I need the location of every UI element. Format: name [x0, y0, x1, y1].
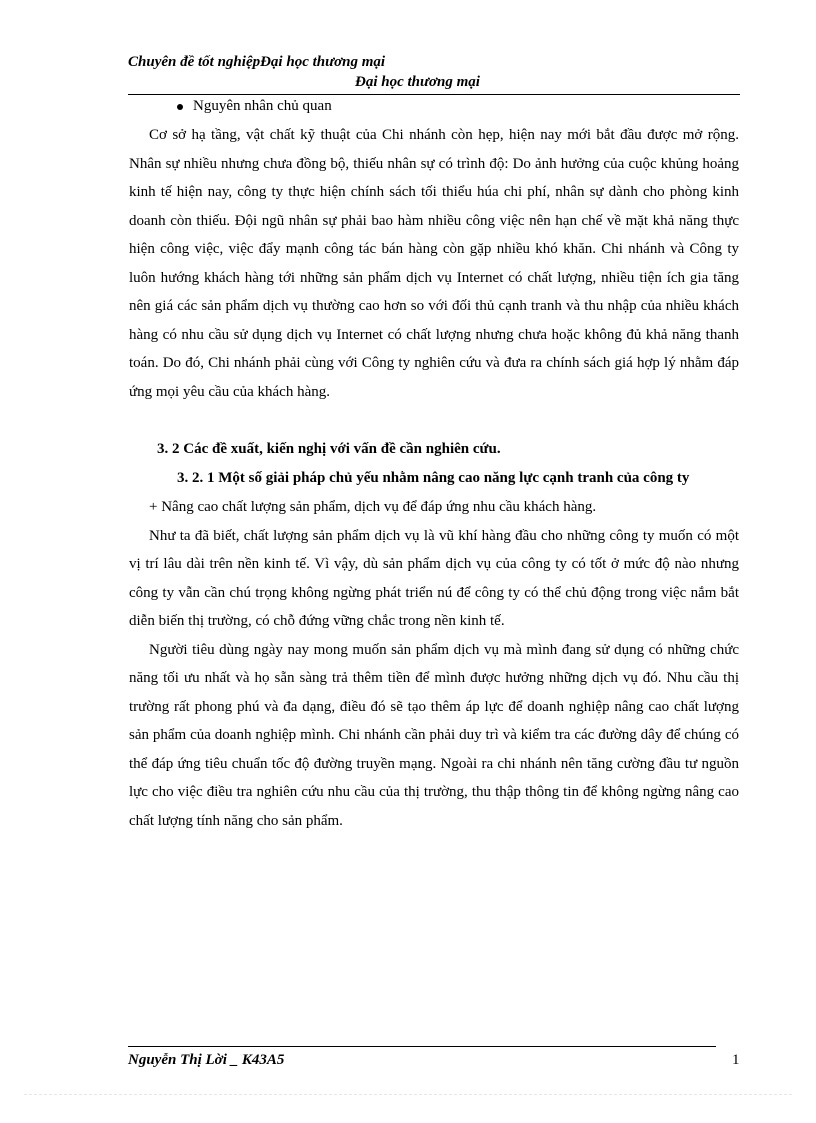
subsection-heading: 3. 2. 1 Một số giải pháp chủ yếu nhằm nâng cao năng lực cạnh tranh của công ty [177, 470, 690, 486]
footer-author: Nguyễn Thị Lời _ K43A5 [128, 1052, 285, 1068]
bullet-text: Nguyên nhân chủ quan [193, 98, 332, 114]
document-body [129, 92, 739, 835]
header-subtitle: Đại học thương mại [355, 74, 480, 90]
bullet-icon [177, 104, 183, 110]
paragraph: Cơ sở hạ tầng, vật chất kỹ thuật của Chi nhánh còn hẹp, hiện nay mới bắt đầu được mở rộng. Nhân sự nhiều nhưng chưa đồng bộ, thiếu nhân sự có trình độ: Do ảnh hưởng của cuộc khủng hoảng kinh tế hiện nay, công ty thực hiện chính sách tối thiểu húa chi phí, nhân sự dành cho phòng kinh doanh còn thiếu. Đội ngũ nhân sự phải bao hàm nhiều công việc nên hạn chế về mặt khả năng thực hiện công việc, việc đẩy mạnh công tác bán hàng còn gặp nhiều khó khăn. Chi nhánh và Công ty luôn hướng khách hàng tới những sản phẩm dịch vụ Internet có chất lượng, nhiều tiện ích gia tăng nên giá các sản phẩm dịch vụ thường cao hơn so với đối thủ cạnh tranh và thu nhập của nhiều khách hàng có nhu cầu sử dụng dịch vụ Internet có chất lượng nhưng chưa hoặc không đủ khả năng thanh toán. Do đó, Chi nhánh phải cùng với Công ty nghiên cứu và đưa ra chính sách giá hợp lý nhằm đáp ứng mọi yêu cầu của khách hàng. [129, 127, 739, 400]
page-header [128, 52, 740, 95]
section-heading: 3. 2 Các đề xuất, kiến nghị với vấn đề cần nghiên cứu. [157, 441, 501, 457]
header-title: Chuyên đề tốt nghiệpĐại học thương mại [128, 54, 386, 70]
footer-divider [128, 1046, 716, 1047]
page-number: 1 [732, 1052, 740, 1068]
bullet-item [177, 92, 739, 121]
paragraph: Như ta đã biết, chất lượng sản phẩm dịch vụ là vũ khí hàng đầu cho những công ty muốn có một vị trí lâu dài trên nền kinh tế. Vì vậy, dù sản phẩm dịch vụ của công ty có tốt ở mức độ nào nhưng công ty vẫn cần chú trọng không ngừng phát triển nú để công ty có thể chủ động trong việc nắm bắt diễn biến thị trường, có chỗ đứng vững chắc trong nền kinh tế. [129, 527, 739, 629]
page-boundary [24, 1094, 792, 1095]
spacer [157, 406, 739, 435]
plus-item: + Nâng cao chất lượng sản phẩm, dịch vụ để đáp ứng nhu cầu khách hàng. [149, 499, 597, 515]
paragraph: Người tiêu dùng ngày nay mong muốn sản phẩm dịch vụ mà mình đang sử dụng có những chức năng tối ưu nhất và họ sẵn sàng trả thêm tiền để mình được hưởng những dịch vụ đó. Nhu cầu thị trường rất phong phú và đa dạng, điều đó sẽ tạo thêm áp lực để doanh nghiệp nâng cao chất lượng sản phẩm của doanh nghiệp mình. Chi nhánh cần phải duy trì và kiểm tra các đường dây để chúng có thể đáp ứng tiêu chuẩn tốc độ đường truyền mạng. Ngoài ra chi nhánh nên tăng cường đầu tư nguồn lực cho việc điều tra nghiên cứu nhu cầu của thị trường, thu thập thông tin để không ngừng nâng cao chất lượng tính năng cho sản phẩm. [129, 641, 739, 829]
